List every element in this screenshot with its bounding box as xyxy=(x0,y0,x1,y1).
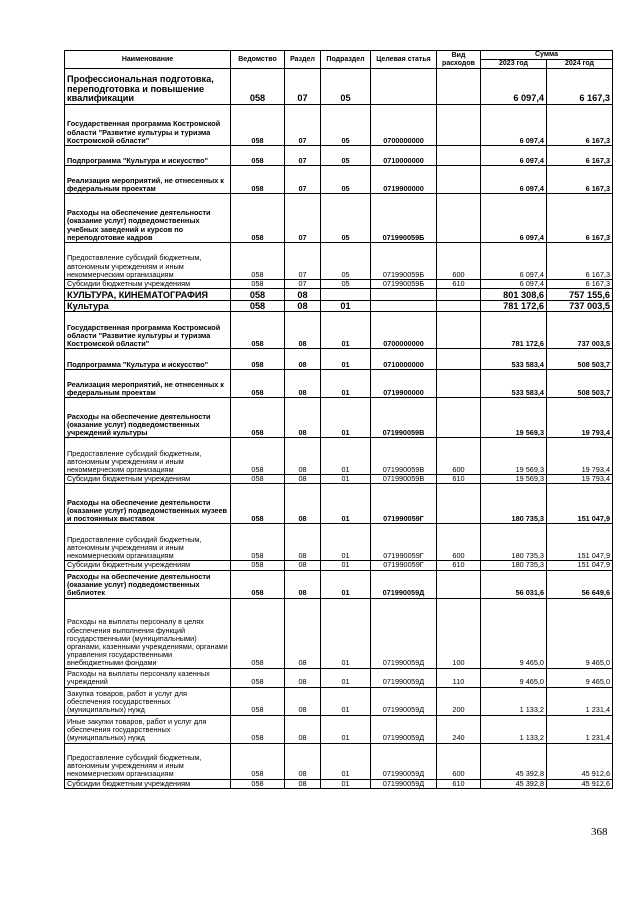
cell-y2023: 1 133,2 xyxy=(481,715,547,743)
table-row xyxy=(65,743,613,779)
cell-razdel: 08 xyxy=(285,312,321,349)
table-row xyxy=(65,570,613,598)
cell-ved: 058 xyxy=(231,598,285,668)
cell-vr xyxy=(437,166,481,194)
cell-cs: 071990059Б xyxy=(371,243,437,280)
cell-ved: 058 xyxy=(231,166,285,194)
cell-cs: 071990059Д xyxy=(371,668,437,687)
cell-y2023: 781 172,6 xyxy=(481,312,547,349)
cell-podrazdel: 01 xyxy=(321,312,371,349)
cell-name: Расходы на обеспечение деятельности (оказание услуг) подведомственных учреждений культуры xyxy=(65,398,231,438)
cell-cs: 071990059Б xyxy=(371,280,437,289)
cell-y2024: 9 465,0 xyxy=(547,668,613,687)
cell-y2024: 19 793,4 xyxy=(547,438,613,475)
cell-ved: 058 xyxy=(231,743,285,779)
cell-name: Предоставление субсидий бюджетным, автономным учреждениям и иным некоммерческим организациям xyxy=(65,438,231,475)
cell-podrazdel: 01 xyxy=(321,570,371,598)
cell-podrazdel: 01 xyxy=(321,484,371,524)
table-row xyxy=(65,280,613,289)
cell-ved: 058 xyxy=(231,398,285,438)
cell-ved: 058 xyxy=(231,779,285,788)
cell-ved: 058 xyxy=(231,146,285,166)
cell-podrazdel: 05 xyxy=(321,194,371,243)
cell-y2024: 45 912,6 xyxy=(547,779,613,788)
cell-y2023: 6 097,4 xyxy=(481,166,547,194)
cell-cs: 0719900000 xyxy=(371,370,437,398)
cell-name: Субсидии бюджетным учреждениям xyxy=(65,475,231,484)
cell-cs: 0719900000 xyxy=(371,166,437,194)
cell-vr: 610 xyxy=(437,561,481,570)
cell-vr: 110 xyxy=(437,668,481,687)
cell-podrazdel: 05 xyxy=(321,243,371,280)
cell-vr xyxy=(437,349,481,370)
cell-ved: 058 xyxy=(231,280,285,289)
cell-cs: 0710000000 xyxy=(371,349,437,370)
cell-podrazdel: 01 xyxy=(321,349,371,370)
table-row xyxy=(65,146,613,166)
cell-name: Государственная программа Костромской области "Развитие культуры и туризма Костромской области" xyxy=(65,105,231,146)
table-row xyxy=(65,349,613,370)
table-row xyxy=(65,105,613,146)
cell-cs: 071990059Г xyxy=(371,484,437,524)
cell-vr xyxy=(437,105,481,146)
header-year-2024: 2024 год xyxy=(547,60,613,69)
table-row xyxy=(65,715,613,743)
cell-cs: 071990059Д xyxy=(371,570,437,598)
cell-name: Субсидии бюджетным учреждениям xyxy=(65,779,231,788)
cell-razdel: 08 xyxy=(285,561,321,570)
table-row xyxy=(65,370,613,398)
cell-razdel: 08 xyxy=(285,398,321,438)
cell-vr: 600 xyxy=(437,524,481,561)
cell-cs xyxy=(371,69,437,105)
cell-podrazdel: 01 xyxy=(321,398,371,438)
cell-ved: 058 xyxy=(231,561,285,570)
cell-razdel: 07 xyxy=(285,280,321,289)
cell-cs xyxy=(371,289,437,301)
cell-razdel: 08 xyxy=(285,301,321,312)
header-subsection: Подраздел xyxy=(321,51,371,69)
cell-podrazdel: 01 xyxy=(321,301,371,312)
cell-vr: 240 xyxy=(437,715,481,743)
cell-y2023: 180 735,3 xyxy=(481,561,547,570)
cell-razdel: 08 xyxy=(285,743,321,779)
cell-vr xyxy=(437,146,481,166)
cell-name: Иные закупки товаров, работ и услуг для обеспечения государственных (муниципальных) нужд xyxy=(65,715,231,743)
table-row xyxy=(65,289,613,301)
cell-cs: 071990059Б xyxy=(371,194,437,243)
page-number: 368 xyxy=(591,826,608,838)
header-section: Раздел xyxy=(285,51,321,69)
cell-y2024: 56 649,6 xyxy=(547,570,613,598)
cell-ved: 058 xyxy=(231,243,285,280)
cell-podrazdel: 05 xyxy=(321,280,371,289)
cell-y2023: 9 465,0 xyxy=(481,668,547,687)
cell-ved: 058 xyxy=(231,438,285,475)
table-body xyxy=(65,69,613,789)
table-row xyxy=(65,779,613,788)
cell-cs: 071990059Г xyxy=(371,561,437,570)
cell-vr xyxy=(437,484,481,524)
cell-vr: 600 xyxy=(437,243,481,280)
header-department: Ведомство xyxy=(231,51,285,69)
cell-y2023: 180 735,3 xyxy=(481,484,547,524)
table-row xyxy=(65,598,613,668)
cell-y2024: 1 231,4 xyxy=(547,687,613,715)
cell-ved: 058 xyxy=(231,69,285,105)
cell-cs: 071990059Д xyxy=(371,743,437,779)
cell-y2024: 6 167,3 xyxy=(547,280,613,289)
cell-vr xyxy=(437,69,481,105)
cell-name: Предоставление субсидий бюджетным, автономным учреждениям и иным некоммерческим организациям xyxy=(65,743,231,779)
cell-cs: 071990059Д xyxy=(371,598,437,668)
cell-y2024: 508 503,7 xyxy=(547,370,613,398)
cell-y2023: 6 097,4 xyxy=(481,194,547,243)
cell-cs: 071990059В xyxy=(371,475,437,484)
cell-podrazdel: 01 xyxy=(321,687,371,715)
cell-y2023: 801 308,6 xyxy=(481,289,547,301)
cell-y2023: 1 133,2 xyxy=(481,687,547,715)
cell-y2024: 757 155,6 xyxy=(547,289,613,301)
cell-ved: 058 xyxy=(231,570,285,598)
table-row xyxy=(65,194,613,243)
cell-cs: 0700000000 xyxy=(371,312,437,349)
cell-y2023: 6 097,4 xyxy=(481,280,547,289)
cell-cs: 071990059В xyxy=(371,398,437,438)
cell-y2024: 151 047,9 xyxy=(547,524,613,561)
cell-razdel: 07 xyxy=(285,166,321,194)
cell-podrazdel: 05 xyxy=(321,166,371,194)
cell-y2024: 737 003,5 xyxy=(547,312,613,349)
cell-podrazdel: 01 xyxy=(321,598,371,668)
cell-y2023: 45 392,8 xyxy=(481,743,547,779)
cell-vr: 610 xyxy=(437,475,481,484)
cell-razdel: 08 xyxy=(285,524,321,561)
cell-name: Реализация мероприятий, не отнесенных к федеральным проектам xyxy=(65,166,231,194)
cell-cs: 071990059Г xyxy=(371,524,437,561)
cell-ved: 058 xyxy=(231,194,285,243)
cell-y2024: 6 167,3 xyxy=(547,105,613,146)
cell-name: Реализация мероприятий, не отнесенных к федеральным проектам xyxy=(65,370,231,398)
cell-name: Предоставление субсидий бюджетным, автономным учреждениям и иным некоммерческим организациям xyxy=(65,524,231,561)
cell-podrazdel: 05 xyxy=(321,105,371,146)
table-row xyxy=(65,69,613,105)
cell-vr xyxy=(437,312,481,349)
cell-podrazdel: 05 xyxy=(321,69,371,105)
cell-vr xyxy=(437,301,481,312)
cell-name: Профессиональная подготовка, переподготовка и повышение квалификации xyxy=(65,69,231,105)
cell-podrazdel: 01 xyxy=(321,743,371,779)
cell-y2024: 6 167,3 xyxy=(547,146,613,166)
cell-cs: 0710000000 xyxy=(371,146,437,166)
budget-table xyxy=(64,50,613,789)
cell-y2023: 6 097,4 xyxy=(481,146,547,166)
cell-y2023: 6 097,4 xyxy=(481,105,547,146)
cell-cs: 0700000000 xyxy=(371,105,437,146)
cell-name: Расходы на обеспечение деятельности (оказание услуг) подведомственных музеев и постоянных выставок xyxy=(65,484,231,524)
cell-cs: 071990059Д xyxy=(371,715,437,743)
cell-vr: 100 xyxy=(437,598,481,668)
cell-name: Расходы на обеспечение деятельности (оказание услуг) подведомственных библиотек xyxy=(65,570,231,598)
cell-razdel: 07 xyxy=(285,194,321,243)
cell-y2024: 737 003,5 xyxy=(547,301,613,312)
cell-y2024: 45 912,6 xyxy=(547,743,613,779)
cell-y2023: 45 392,8 xyxy=(481,779,547,788)
cell-ved: 058 xyxy=(231,687,285,715)
cell-y2023: 19 569,3 xyxy=(481,475,547,484)
cell-cs: 071990059Д xyxy=(371,779,437,788)
cell-razdel: 08 xyxy=(285,370,321,398)
cell-ved: 058 xyxy=(231,484,285,524)
cell-podrazdel: 01 xyxy=(321,475,371,484)
table-row xyxy=(65,475,613,484)
cell-podrazdel: 01 xyxy=(321,668,371,687)
cell-razdel: 08 xyxy=(285,687,321,715)
header-expense-type: Вид расходов xyxy=(437,51,481,69)
cell-razdel: 08 xyxy=(285,289,321,301)
cell-y2023: 781 172,6 xyxy=(481,301,547,312)
cell-ved: 058 xyxy=(231,475,285,484)
cell-y2023: 19 569,3 xyxy=(481,398,547,438)
cell-razdel: 08 xyxy=(285,438,321,475)
table-row xyxy=(65,524,613,561)
cell-y2023: 180 735,3 xyxy=(481,524,547,561)
cell-ved: 058 xyxy=(231,715,285,743)
cell-y2023: 9 465,0 xyxy=(481,598,547,668)
cell-razdel: 08 xyxy=(285,570,321,598)
cell-y2024: 9 465,0 xyxy=(547,598,613,668)
header-name: Наименование xyxy=(65,51,231,69)
table-row xyxy=(65,561,613,570)
cell-podrazdel: 01 xyxy=(321,524,371,561)
cell-name: Расходы на выплаты персоналу казенных учреждений xyxy=(65,668,231,687)
cell-y2024: 19 793,4 xyxy=(547,475,613,484)
cell-name: Субсидии бюджетным учреждениям xyxy=(65,561,231,570)
cell-podrazdel: 01 xyxy=(321,438,371,475)
table-row xyxy=(65,438,613,475)
cell-razdel: 08 xyxy=(285,668,321,687)
cell-name: Подпрограмма "Культура и искусство" xyxy=(65,349,231,370)
cell-y2023: 19 569,3 xyxy=(481,438,547,475)
cell-y2024: 6 167,3 xyxy=(547,166,613,194)
cell-ved: 058 xyxy=(231,301,285,312)
cell-y2023: 533 583,4 xyxy=(481,349,547,370)
cell-vr xyxy=(437,289,481,301)
cell-razdel: 08 xyxy=(285,349,321,370)
cell-name: Субсидии бюджетным учреждениям xyxy=(65,280,231,289)
cell-y2023: 533 583,4 xyxy=(481,370,547,398)
cell-name: Закупка товаров, работ и услуг для обеспечения государственных (муниципальных) нужд xyxy=(65,687,231,715)
cell-razdel: 07 xyxy=(285,69,321,105)
cell-y2023: 56 031,6 xyxy=(481,570,547,598)
header-year-2023: 2023 год xyxy=(481,60,547,69)
cell-vr: 610 xyxy=(437,280,481,289)
cell-vr: 200 xyxy=(437,687,481,715)
cell-cs: 071990059Д xyxy=(371,687,437,715)
cell-cs xyxy=(371,301,437,312)
cell-podrazdel: 01 xyxy=(321,370,371,398)
cell-y2024: 508 503,7 xyxy=(547,349,613,370)
cell-razdel: 07 xyxy=(285,243,321,280)
cell-name: КУЛЬТУРА, КИНЕМАТОГРАФИЯ xyxy=(65,289,231,301)
cell-podrazdel xyxy=(321,289,371,301)
cell-y2024: 6 167,3 xyxy=(547,194,613,243)
cell-y2024: 151 047,9 xyxy=(547,484,613,524)
cell-razdel: 08 xyxy=(285,779,321,788)
cell-name: Государственная программа Костромской области "Развитие культуры и туризма Костромской области" xyxy=(65,312,231,349)
table-row xyxy=(65,243,613,280)
cell-razdel: 08 xyxy=(285,598,321,668)
cell-ved: 058 xyxy=(231,524,285,561)
cell-y2023: 6 097,4 xyxy=(481,69,547,105)
cell-razdel: 07 xyxy=(285,105,321,146)
header-sum: Сумма xyxy=(481,51,613,60)
cell-name: Предоставление субсидий бюджетным, автономным учреждениям и иным некоммерческим организациям xyxy=(65,243,231,280)
table-row xyxy=(65,687,613,715)
cell-y2023: 6 097,4 xyxy=(481,243,547,280)
cell-ved: 058 xyxy=(231,349,285,370)
cell-podrazdel: 01 xyxy=(321,779,371,788)
cell-razdel: 08 xyxy=(285,475,321,484)
table-row xyxy=(65,301,613,312)
cell-name: Культура xyxy=(65,301,231,312)
cell-razdel: 08 xyxy=(285,484,321,524)
cell-cs: 071990059В xyxy=(371,438,437,475)
cell-ved: 058 xyxy=(231,289,285,301)
cell-vr xyxy=(437,570,481,598)
cell-vr: 610 xyxy=(437,779,481,788)
header-target-article: Целевая статья xyxy=(371,51,437,69)
cell-podrazdel: 05 xyxy=(321,146,371,166)
cell-name: Расходы на обеспечение деятельности (оказание услуг) подведомственных учебных заведений и курсов по переподготовке кадров xyxy=(65,194,231,243)
cell-name: Подпрограмма "Культура и искусство" xyxy=(65,146,231,166)
cell-y2024: 6 167,3 xyxy=(547,243,613,280)
cell-vr: 600 xyxy=(437,438,481,475)
cell-y2024: 19 793,4 xyxy=(547,398,613,438)
cell-name: Расходы на выплаты персоналу в целях обеспечения выполнения функций государственными (муниципальными) органами, казенными учреждениями, органами управления государственными внебюджетными фондами xyxy=(65,598,231,668)
cell-razdel: 08 xyxy=(285,715,321,743)
table-row xyxy=(65,166,613,194)
cell-ved: 058 xyxy=(231,370,285,398)
cell-y2024: 151 047,9 xyxy=(547,561,613,570)
cell-podrazdel: 01 xyxy=(321,715,371,743)
cell-vr xyxy=(437,194,481,243)
cell-vr xyxy=(437,370,481,398)
cell-ved: 058 xyxy=(231,105,285,146)
table-row xyxy=(65,398,613,438)
table-row xyxy=(65,668,613,687)
table-row xyxy=(65,312,613,349)
cell-vr: 600 xyxy=(437,743,481,779)
cell-razdel: 07 xyxy=(285,146,321,166)
cell-vr xyxy=(437,398,481,438)
cell-podrazdel: 01 xyxy=(321,561,371,570)
cell-ved: 058 xyxy=(231,668,285,687)
cell-y2024: 6 167,3 xyxy=(547,69,613,105)
cell-ved: 058 xyxy=(231,312,285,349)
table-row xyxy=(65,484,613,524)
cell-y2024: 1 231,4 xyxy=(547,715,613,743)
